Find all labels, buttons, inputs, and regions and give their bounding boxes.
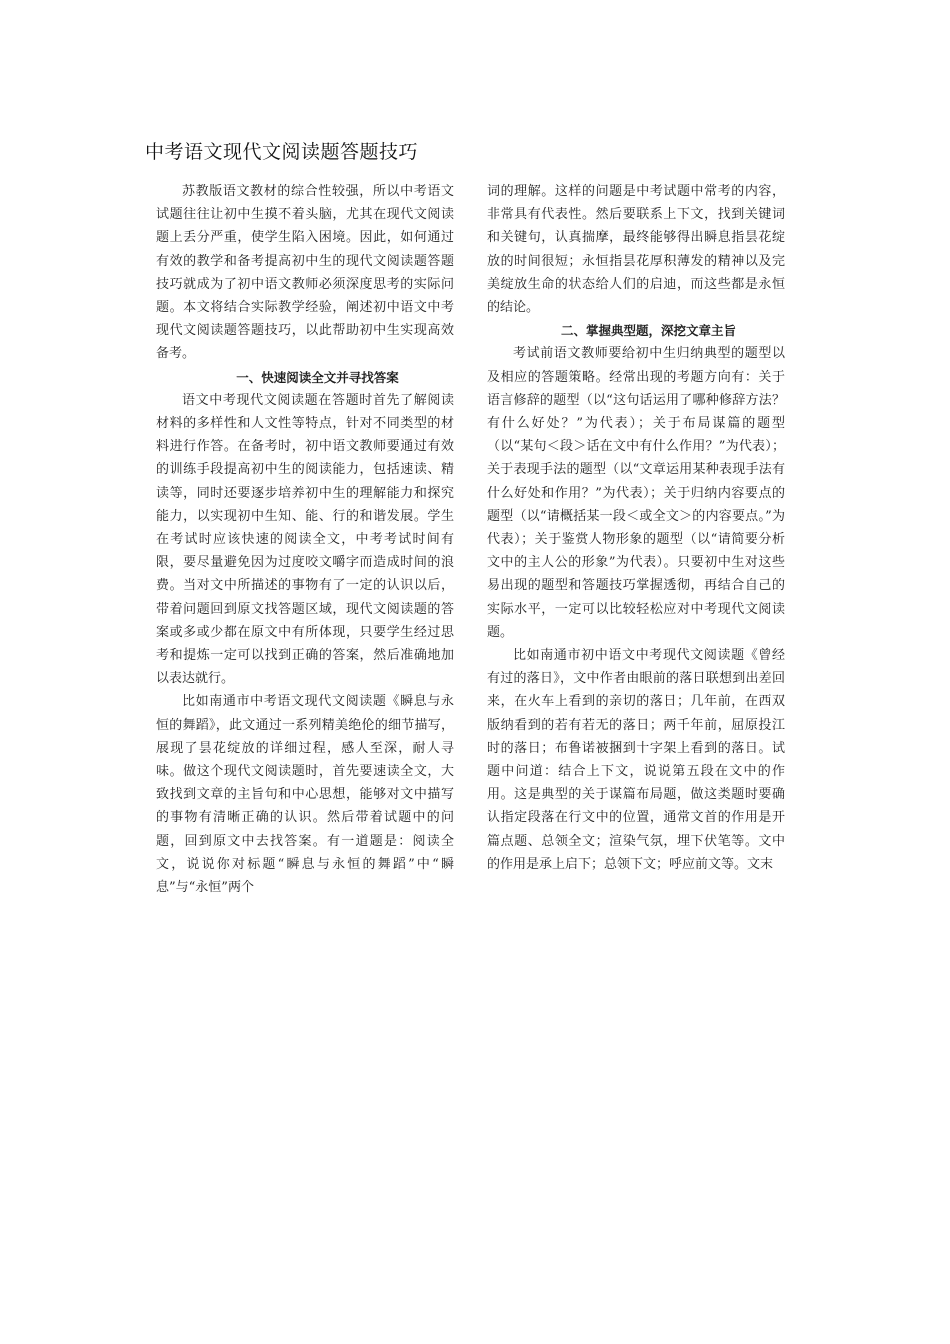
body-paragraph: 比如南通市中考语文现代文阅读题《瞬息与永恒的舞蹈》，此文通过一系列精美绝伦的细节描写，展现了昙花绽放的详细过程，感人至深，耐人寻味。做这个现代文阅读题时，首先要速读全文，大致找到文章的主旨句和中心思想，能够对文中描写的事物有清晰正确的认识。然后带着试题中的问题，回到原文中去找答案。有一道题是：阅读全文，说说你对标题“瞬息与永恒的舞蹈”中“瞬息”与“永恒”两个 <box>156 694 454 896</box>
section-heading-2: 二、掌握典型题，深挖文章主旨 <box>560 323 736 339</box>
continued-paragraph: 词的理解。这样的问题是中考试题中常考的内容，非常具有代表性。然后要联系上下文，找到关键词和关键句，认真揣摩，最终能够得出瞬息指昙花绽放的时间很短；永恒指昙花厚积薄发的精神以及完美绽放生命的状态给人们的启迪，而这些都是永恒的结论。 <box>487 184 785 316</box>
page-title: 中考语文现代文阅读题答题技巧 <box>145 141 419 163</box>
body-paragraph: 语文中考现代文阅读题在答题时首先了解阅读材料的多样性和人文性等特点，针对不同类型的材料进行作答。在备考时，初中语文教师要通过有效的训练手段提高初中生的阅读能力，包括速读、精读等，同时还要逐步培养初中生的理解能力和探究能力，以实现初中生知、能、行的和谐发展。学生在考试时应该快速的阅读全文，中考考试时间有限，要尽量避免因为过度咬文嚼字而造成时间的浪费。当对文中所描述的事物有了一定的认识以后，带着问题回到原文找答题区域，现代文阅读题的答案或多或少都在原文中有所体现，只要学生经过思考和提炼一定可以找到正确的答案，然后准确地加以表达就行。 <box>156 392 454 687</box>
intro-paragraph: 苏教版语文教材的综合性较强，所以中考语文试题往往让初中生摸不着头脑，尤其在现代文阅读题上丢分严重，使学生陷入困境。因此，如何通过有效的教学和备考提高初中生的现代文阅读题答题技巧就成为了初中语文教师必须深度思考的实际问题。本文将结合实际教学经验，阐述初中语文中考现代文阅读题答题技巧，以此帮助初中生实现高效备考。 <box>156 184 454 362</box>
body-paragraph: 考试前语文教师要给初中生归纳典型的题型以及相应的答题策略。经常出现的考题方向有：关于语言修辞的题型（以“这句话运用了哪种修辞方法？有什么好处？”为代表）；关于布局谋篇的题型（以“某句＜段＞话在文中有什么作用？”为代表）；关于表现手法的题型（以“文章运用某种表现手法有什么好处和作用？”为代表）；关于归纳内容要点的题型（以“请概括某一段＜或全文＞的内容要点。”为代表）；关于鉴赏人物形象的题型（以“请简要分析文中的主人公的形象”为代表）。只要初中生对这些易出现的题型和答题技巧掌握透彻，再结合自己的实际水平，一定可以比较轻松应对中考现代文阅读题。 <box>487 346 785 640</box>
right-column <box>487 180 785 876</box>
body-paragraph: 比如南通市初中语文中考现代文阅读题《曾经有过的落日》，文中作者由眼前的落日联想到出差回来，在火车上看到的亲切的落日；几年前，在西双版纳看到的若有若无的落日；两千年前，屈原投江时的落日；布鲁诺被捆到十字架上看到的落日。试题中问道：结合上下文，说说第五段在文中的作用。这是典型的关于谋篇布局题，做这类题时要确认指定段落在行文中的位置，通常文首的作用是开篇点题、总领全文；渲染气氛，埋下伏笔等。文中的作用是承上启下；总领下文；呼应前文等。文末 <box>487 648 785 872</box>
section-heading-1: 一、快速阅读全文并寻找答案 <box>236 369 399 385</box>
left-column <box>156 180 454 899</box>
